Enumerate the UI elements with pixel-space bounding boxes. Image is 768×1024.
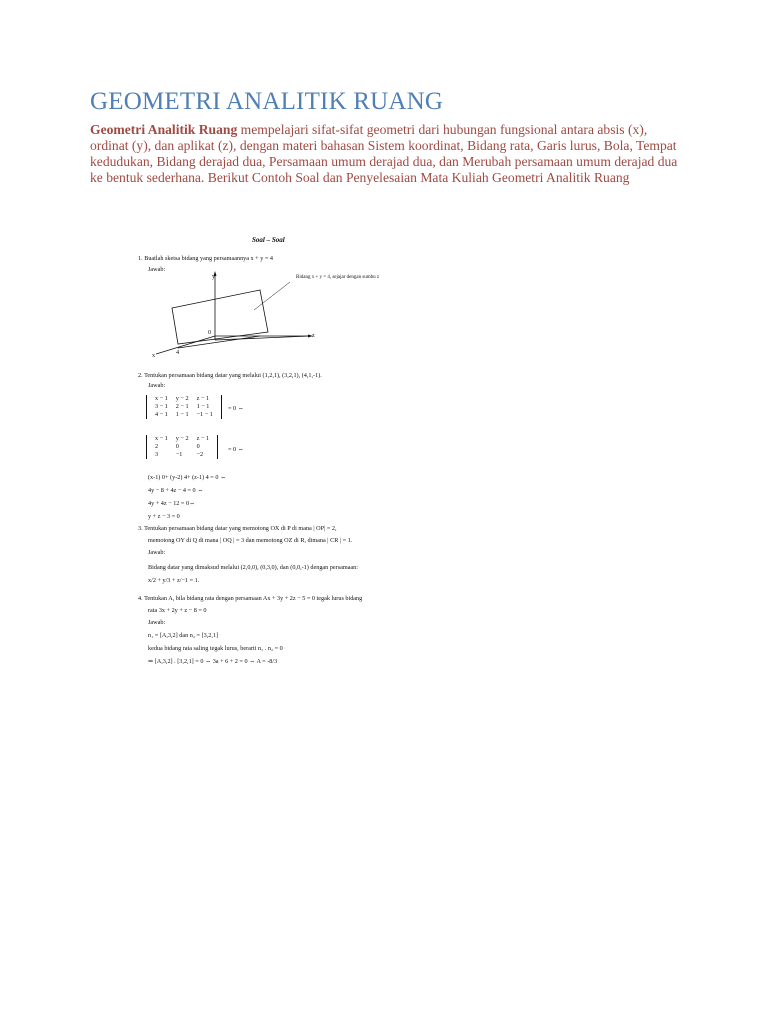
- q2-text: 2. Tentukan persamaan bidang datar yang melalui (1,2,1), (3,2,1), (4,1,-1).: [138, 372, 322, 379]
- q2-step-1: (x-1) 0+ (y-2) 4+ (z-1) 4 = 0 ⇔: [148, 474, 227, 481]
- q4-line-4: ⇒ [A,3,2] . [3,2,1] = 0 ⇔ 3a + 6 + 2 = 0 ⇔ A = -8/3: [148, 658, 278, 665]
- q1-figure-label: Bidang x + y = 4, sejajar dengan sumbu z: [296, 275, 380, 280]
- tick-label-4: 4: [176, 349, 180, 356]
- soal-heading: Soal – Soal: [252, 236, 285, 244]
- determinant-2: x − 1 y − 2 z − 1 2 0 0 3 −1 −2: [146, 435, 218, 459]
- q4-line-2: rata 3x + 2y + z − 8 = 0: [148, 607, 207, 614]
- q1-jawab: Jawab:: [148, 266, 166, 273]
- q1-text: 1. Buatlah sketsa bidang yang persamaannya x + y = 4: [138, 255, 273, 262]
- axis-label-y: y: [212, 273, 216, 280]
- page-title: GEOMETRI ANALITIK RUANG: [90, 88, 444, 115]
- intro-text: mempelajari sifat-sifat geometri dari hubungan fungsional antara absis (x), ordinat (y), dan aplikat (z), dengan materi bahasan Sistem koordinat, Bidang rata, Garis lurus, Bola, Tempat kedudukan, Bidang derajad dua, Persamaan umum derajad dua, dan Merubah persamaan umum derajad dua ke bentuk sederhana. Berikut Contoh Soal dan Penyelesaian Mata Kuliah Geometri Analitik Ruang: [90, 122, 678, 185]
- axis-label-x: x: [152, 352, 156, 359]
- q2-step-3: 4y + 4z − 12 = 0⇔: [148, 500, 196, 507]
- q3-jawab: Jawab:: [148, 549, 166, 556]
- intro-bold: Geometri Analitik Ruang: [90, 122, 238, 137]
- q3-line-3: Bidang datar yang dimaksud melalui (2,0,0), (0,3,0), dan (0,0,-1) dengan persamaan:: [148, 564, 358, 571]
- q3-line-2: memotong OY di Q di mana | OQ | = 3 dan memotong OZ di R, dimana | CR | = 1.: [148, 537, 353, 544]
- q3-line-1: 3. Tentukan persamaan bidang datar yang memotong OX di P di mana | OP| = 2,: [138, 525, 337, 532]
- origin-label: 0: [208, 329, 212, 336]
- q4-normals: n₁ = [A,3,2] dan n₂ = [3,2,1]: [148, 632, 219, 639]
- q4-line-1: 4. Tentukan A, bila bidang rata dengan persamaan Ax + 3y + 2z − 5 = 0 tegak lurus bidang: [138, 595, 363, 602]
- axis-label-z: z: [312, 332, 315, 339]
- q2-jawab: Jawab:: [148, 382, 166, 389]
- q2-step-4: y + z − 3 = 0: [148, 513, 180, 520]
- determinant-1-equals: = 0 ⇔: [228, 405, 244, 412]
- q4-line-3: kedua bidang rata saling tegak lurus, berarti n₁ . n₂ = 0: [148, 645, 283, 652]
- q4-jawab: Jawab:: [148, 619, 166, 626]
- q2-step-2: 4y − 8 + 4z − 4 = 0 ⇔: [148, 487, 204, 494]
- plane-sketch-figure: [150, 268, 430, 364]
- q3-equation: x/2 + y/3 + z/−1 = 1.: [148, 577, 200, 584]
- determinant-2-equals: = 0 ⇔: [228, 446, 244, 453]
- intro-paragraph: [90, 122, 680, 186]
- determinant-1: x − 1 y − 2 z − 1 3 − 1 2 − 1 1 − 1 4 − 1 1 − 1 −1 − 1: [146, 395, 222, 419]
